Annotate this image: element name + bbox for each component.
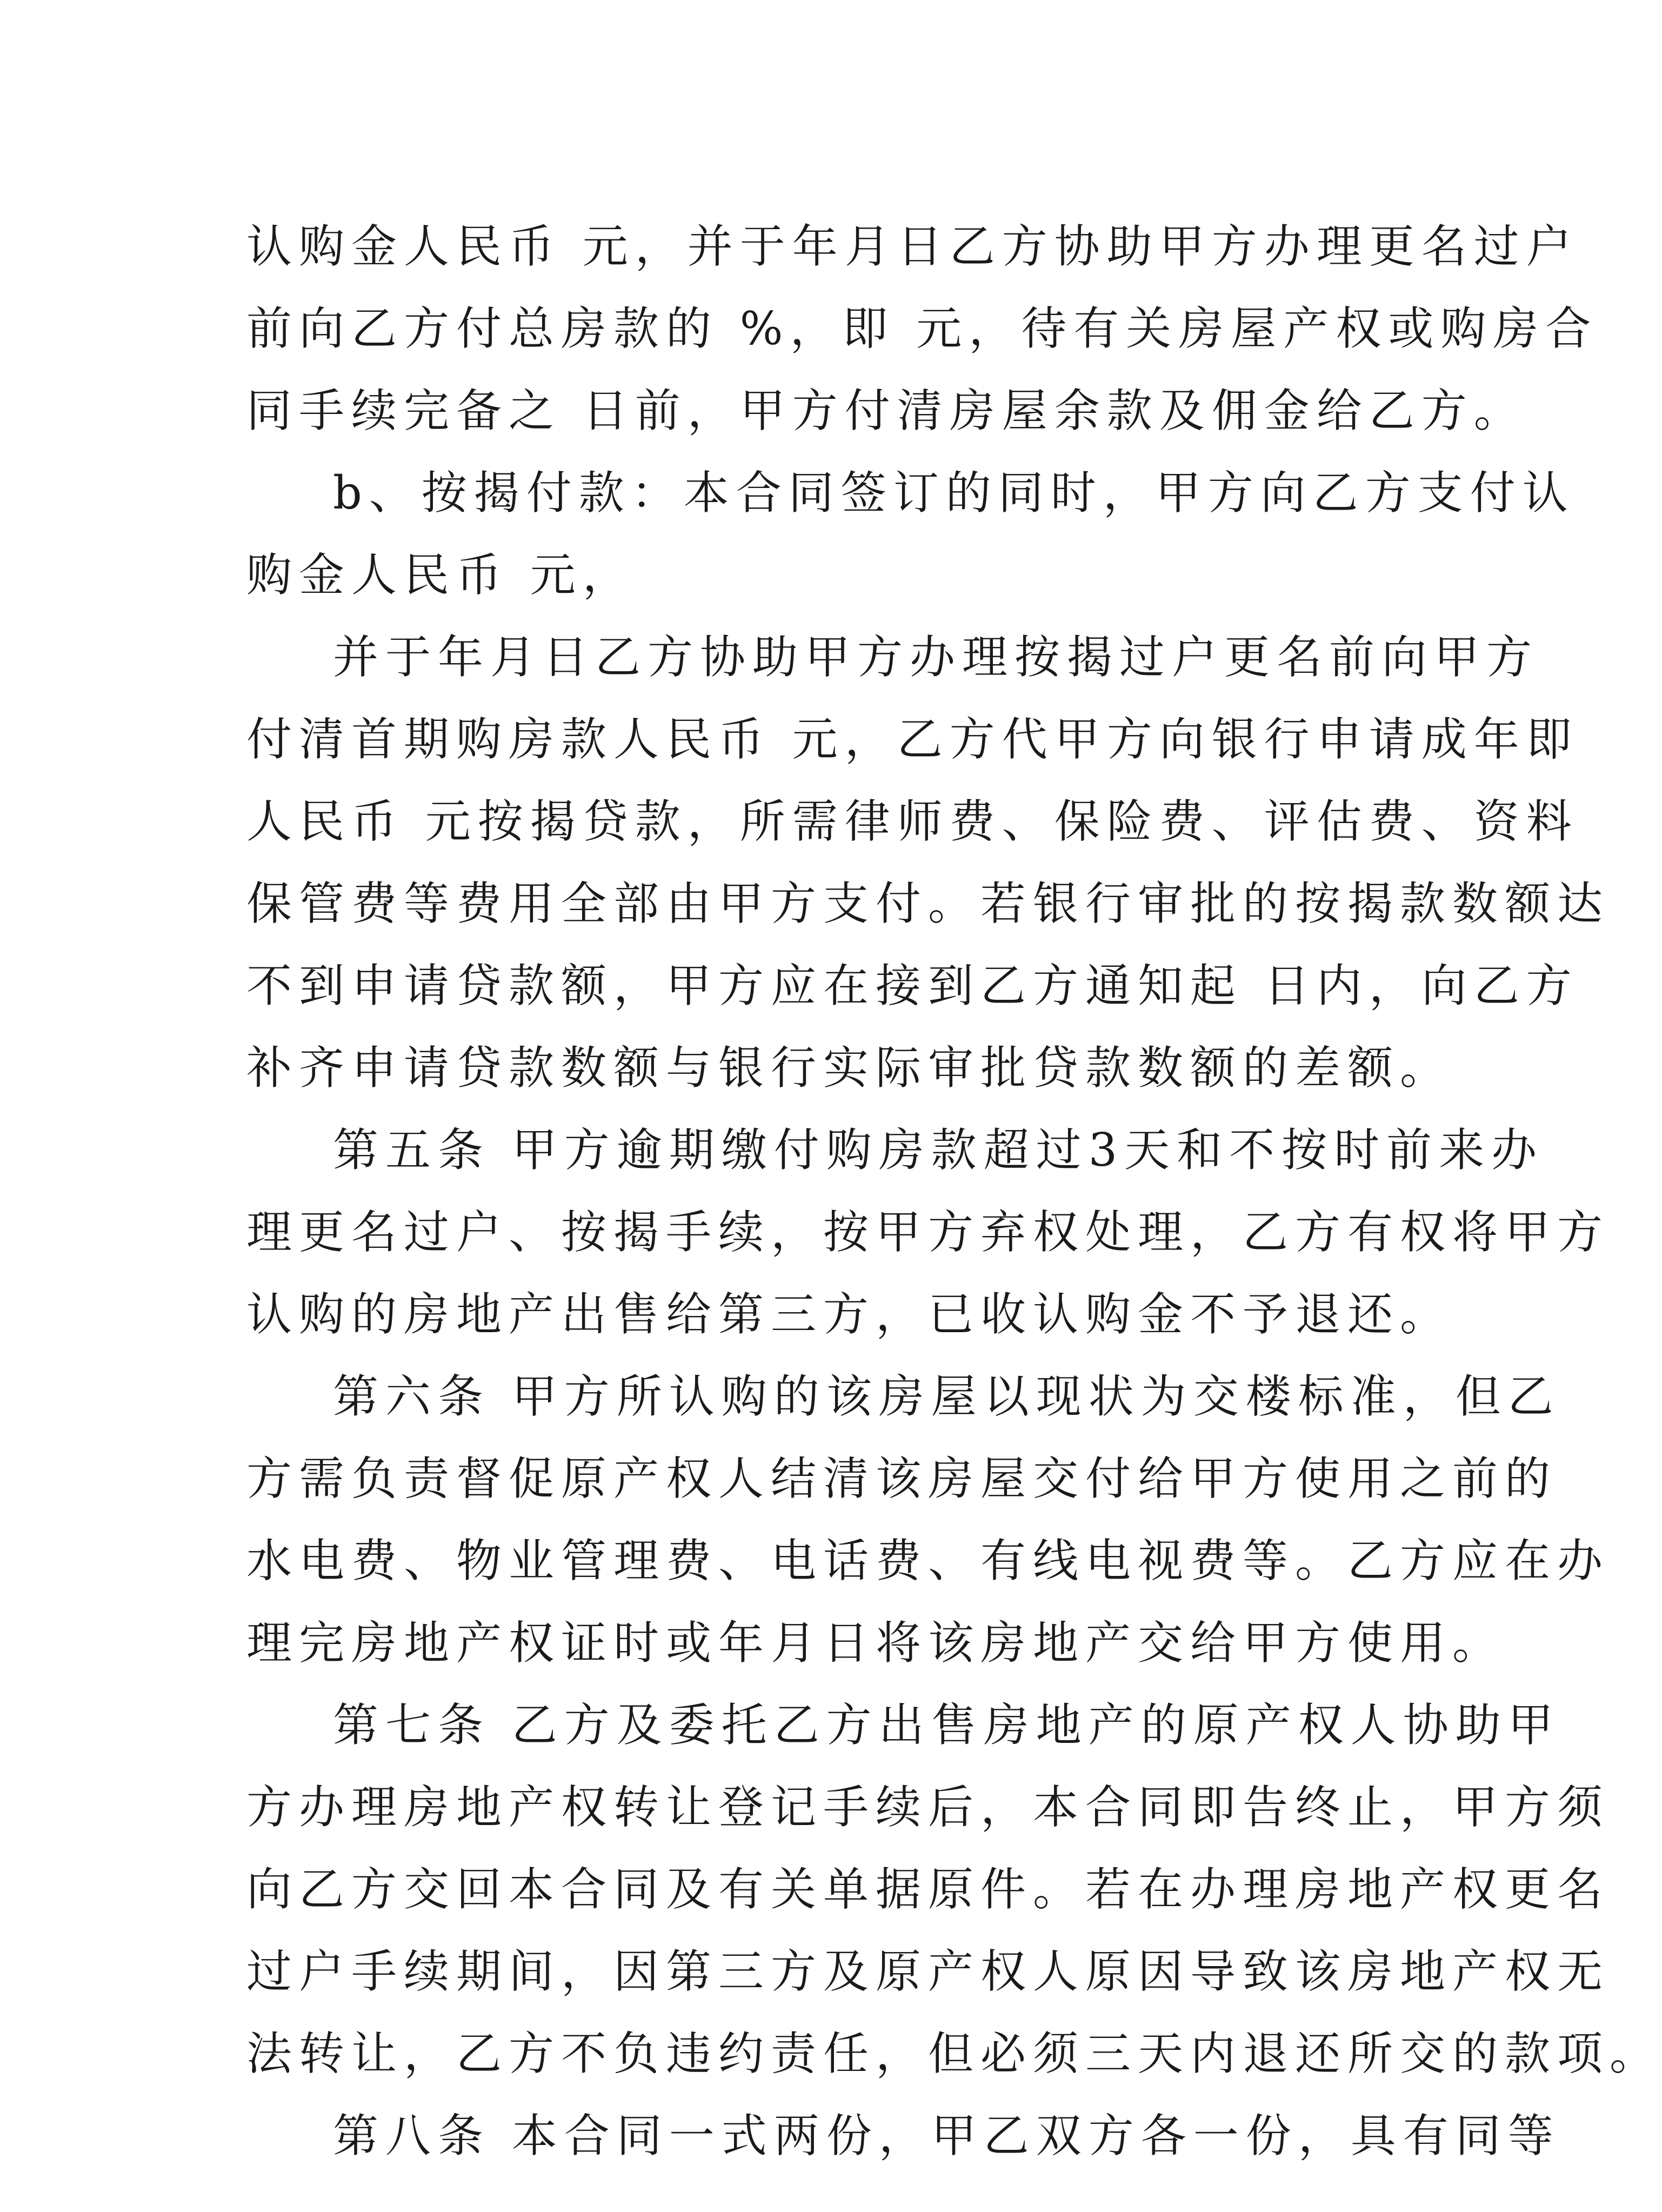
text-line: 不到申请贷款额，甲方应在接到乙方通知起 日内，向乙方 [246,959,1579,1012]
text-line: 人民币 元按揭贷款，所需律师费、保险费、评估费、资料 [246,795,1579,848]
text-line: 购金人民币 元， [246,549,635,602]
text-line: 理更名过户、按揭手续，按甲方弃权处理，乙方有权将甲方 [246,1206,1610,1259]
text-line: 方办理房地产权转让登记手续后，本合同即告终止，甲方须 [246,1781,1610,1834]
text-line: 同手续完备之 日前，甲方付清房屋余款及佣金给乙方。 [246,384,1526,437]
text-line: 认购金人民币 元，并于年月日乙方协助甲方办理更名过户 [246,220,1579,273]
text-line: 理完房地产权证时或年月日将该房地产交给甲方使用。 [246,1616,1505,1669]
article-5-heading-line: 第五条 甲方逾期缴付购房款超过3天和不按时前来办 [333,1124,1544,1177]
document-body [246,205,1662,2177]
text-line: 水电费、物业管理费、电话费、有线电视费等。乙方应在办 [246,1534,1610,1587]
text-line: 前向乙方付总房款的 %，即 元，待有关房屋产权或购房合 [246,302,1598,355]
article-7-heading-line: 第七条 乙方及委托乙方出售房地产的原产权人协助甲 [333,1699,1560,1752]
article-6-heading-line: 第六条 甲方所认购的该房屋以现状为交楼标准，但乙 [333,1370,1560,1423]
text-line: 方需负责督促原产权人结清该房屋交付给甲方使用之前的 [246,1452,1558,1505]
article-8-heading-line: 第八条 本合同一式两份，甲乙双方各一份，具有同等 [333,2109,1560,2162]
text-line: 保管费等费用全部由甲方支付。若银行审批的按揭款数额达 [246,877,1610,930]
text-line: 认购的房地产出售给第三方，已收认购金不予退还。 [246,1288,1453,1341]
text-line: 付清首期购房款人民币 元，乙方代甲方向银行申请成年即 [246,713,1579,766]
text-line: 法转让，乙方不负违约责任，但必须三天内退还所交的款项。 [246,2027,1662,2080]
paragraph-start-line: 并于年月日乙方协助甲方办理按揭过户更名前向甲方 [333,631,1539,684]
text-line: 向乙方交回本合同及有关单据原件。若在办理房地产权更名 [246,1863,1610,1916]
text-line: 补齐申请贷款数额与银行实际审批贷款数额的差额。 [246,1041,1453,1094]
paragraph-start-line: b、按揭付款：本合同签订的同时，甲方向乙方支付认 [333,466,1575,519]
text-line: 过户手续期间，因第三方及原产权人原因导致该房地产权无 [246,1945,1610,1998]
